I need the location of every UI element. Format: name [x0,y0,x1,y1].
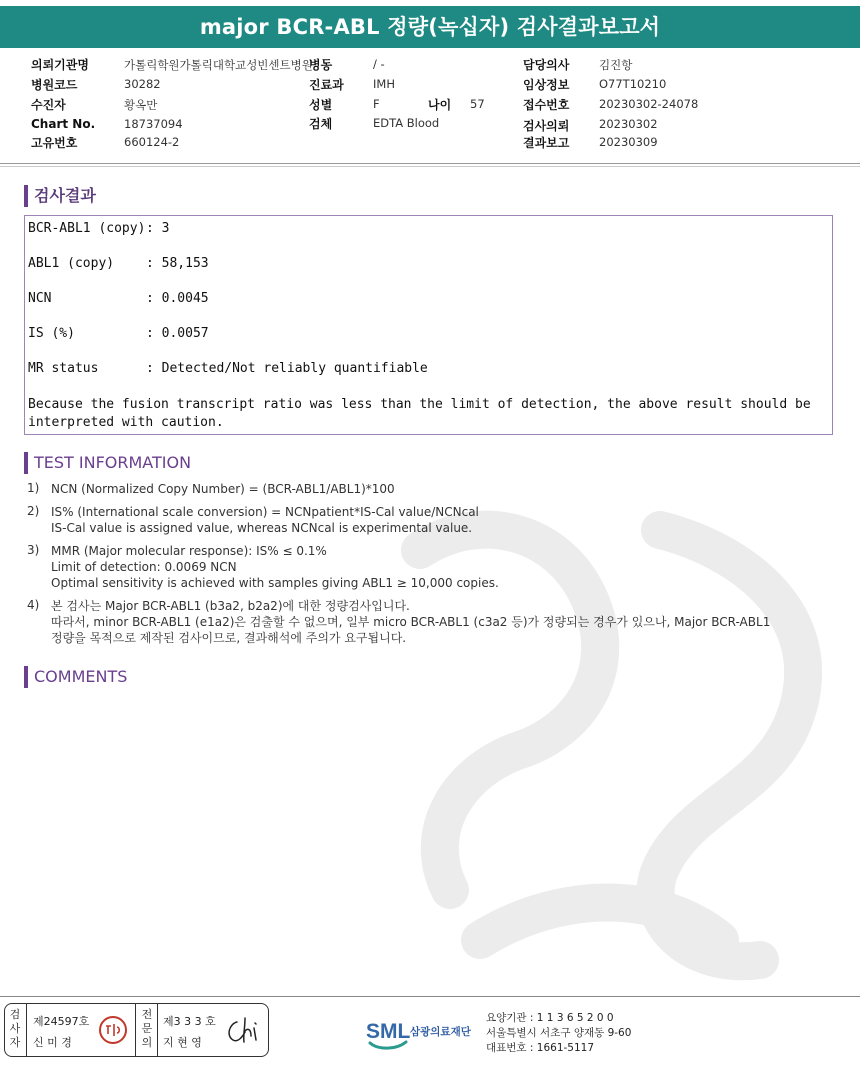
footer-divider [0,996,860,997]
signature-box [4,1003,269,1057]
result-row-ncn [28,291,209,306]
doctor-value: 김진항 [599,58,633,72]
item-line: Optimal sensitivity is achieved with samples giving ABL1 ≥ 10,000 copies. [51,576,499,590]
hospital-label: 의뢰기관명 [31,58,89,72]
item-line: IS-Cal value is assigned value, whereas NCNcal is experimental value. [51,521,473,535]
results-heading: 검사결과 [24,185,96,207]
specimen-label: 검체 [309,117,333,131]
phone: 대표번호 : 1661-5117 [486,1042,595,1054]
sig-separator [135,1004,136,1056]
info-divider [0,163,860,164]
item-line: 본 검사는 Major BCR-ABL1 (b3a2, b2a2)에 대한 정량검사입니다. [51,599,410,613]
org-name: 삼광의료재단 [410,1026,471,1038]
result-key: IS (%) [28,326,75,341]
result-row-bcr-abl1 [28,221,169,236]
result-sep: : [146,291,154,306]
handwritten-signature [223,1014,263,1048]
result-value: 58,153 [161,256,209,271]
item-line: 따라서, minor BCR-ABL1 (e1a2)은 검출할 수 없으며, 일부 micro BCR-ABL1 (c3a2 등)가 정량되는 경우가 있으나, Major BCR-ABL1 [51,615,771,629]
doctor-label: 담당의사 [523,58,570,72]
code-label: 병원코드 [31,78,78,92]
dept-label: 진료과 [309,78,344,92]
result-value: 0.0045 [161,291,209,306]
patient-info [0,56,860,156]
chart-value: 18737094 [124,117,183,131]
chart-label: Chart No. [31,117,96,131]
result-sep: : [146,221,154,236]
sig-separator [157,1004,158,1056]
item-line: Limit of detection: 0.0069 NCN [51,560,237,574]
age-label: 나이 [428,98,452,112]
result-row-abl1 [28,256,209,271]
tester-label: 검사자 [9,1008,21,1049]
sex-label: 성별 [309,98,333,112]
item-line: MMR (Major molecular response): IS% ≤ 0.1% [51,544,327,558]
sml-logo-text: SML [366,1020,410,1043]
footer-contact [486,1011,631,1056]
hospital-value: 가톨릭학원가톨릭대학교성빈센트병원 [124,58,313,72]
result-row-mr-status [28,361,428,376]
report-title: major BCR-ABL 정량(녹십자) 검사결과보고서 [0,6,860,48]
report-value: 20230309 [599,135,658,149]
report-label: 결과보고 [523,136,570,150]
seal-stamp [97,1014,129,1046]
unique-value: 660124-2 [124,135,180,149]
tester-name: 신 미 경 [33,1036,72,1049]
item-number: 2) [27,504,40,518]
comments-heading: COMMENTS [24,666,127,688]
results-box [24,215,833,435]
care-code: 요양기관 : 1 1 3 6 5 2 0 0 [486,1012,614,1024]
result-note-line: Because the fusion transcript ratio was less than the limit of detection, the above result should be [28,397,811,412]
sml-logo [366,1012,486,1052]
result-sep: : [146,326,154,341]
result-key: ABL1 (copy) [28,256,115,271]
info-divider-2 [0,166,860,167]
test-info-heading: TEST INFORMATION [24,452,191,474]
tester-number: 제24597호 [33,1015,90,1028]
age-value: 57 [470,97,485,111]
item-number: 3) [27,543,40,557]
item-line: NCN (Normalized Copy Number) = (BCR-ABL1/ABL1)*100 [51,482,395,496]
item-number: 4) [27,598,40,612]
address: 서울특별시 서초구 양재동 9-60 [486,1027,632,1039]
specialist-label: 전문의 [141,1008,153,1049]
clinical-label: 임상정보 [523,78,570,92]
ward-label: 병동 [309,58,333,72]
recipient-value: 황옥만 [124,98,158,112]
receipt-value: 20230302-24078 [599,97,699,111]
sig-separator [26,1004,27,1056]
specialist-number: 제3 3 3 호 [163,1015,216,1028]
recipient-label: 수진자 [31,98,66,112]
code-value: 30282 [124,77,161,91]
ward-value: / - [373,57,385,71]
receipt-label: 접수번호 [523,98,570,112]
sml-logo-icon [366,1012,410,1052]
dept-value: IMH [373,77,395,91]
request-value: 20230302 [599,117,658,131]
item-line: IS% (International scale conversion) = NCNpatient*IS-Cal value/NCNcal [51,505,479,519]
result-row-is [28,326,209,341]
sex-value: F [373,97,380,111]
result-value: 3 [161,221,170,236]
result-note-line: interpreted with caution. [28,415,224,430]
result-value: Detected/Not reliably quantifiable [161,361,428,376]
item-line: 정량을 목적으로 제작된 검사이므로, 결과해석에 주의가 요구됩니다. [51,631,407,645]
clinical-value: O77T10210 [599,77,667,91]
item-number: 1) [27,481,40,495]
result-sep: : [146,256,154,271]
result-note [28,396,828,432]
result-value: 0.0057 [161,326,209,341]
unique-label: 고유번호 [31,136,78,150]
result-key: NCN [28,291,52,306]
result-key: BCR-ABL1 (copy) [28,221,146,236]
specialist-name: 지 현 영 [163,1036,202,1049]
result-sep: : [146,361,154,376]
result-key: MR status [28,361,99,376]
specimen-value: EDTA Blood [373,116,440,130]
request-label: 검사의뢰 [523,119,570,133]
